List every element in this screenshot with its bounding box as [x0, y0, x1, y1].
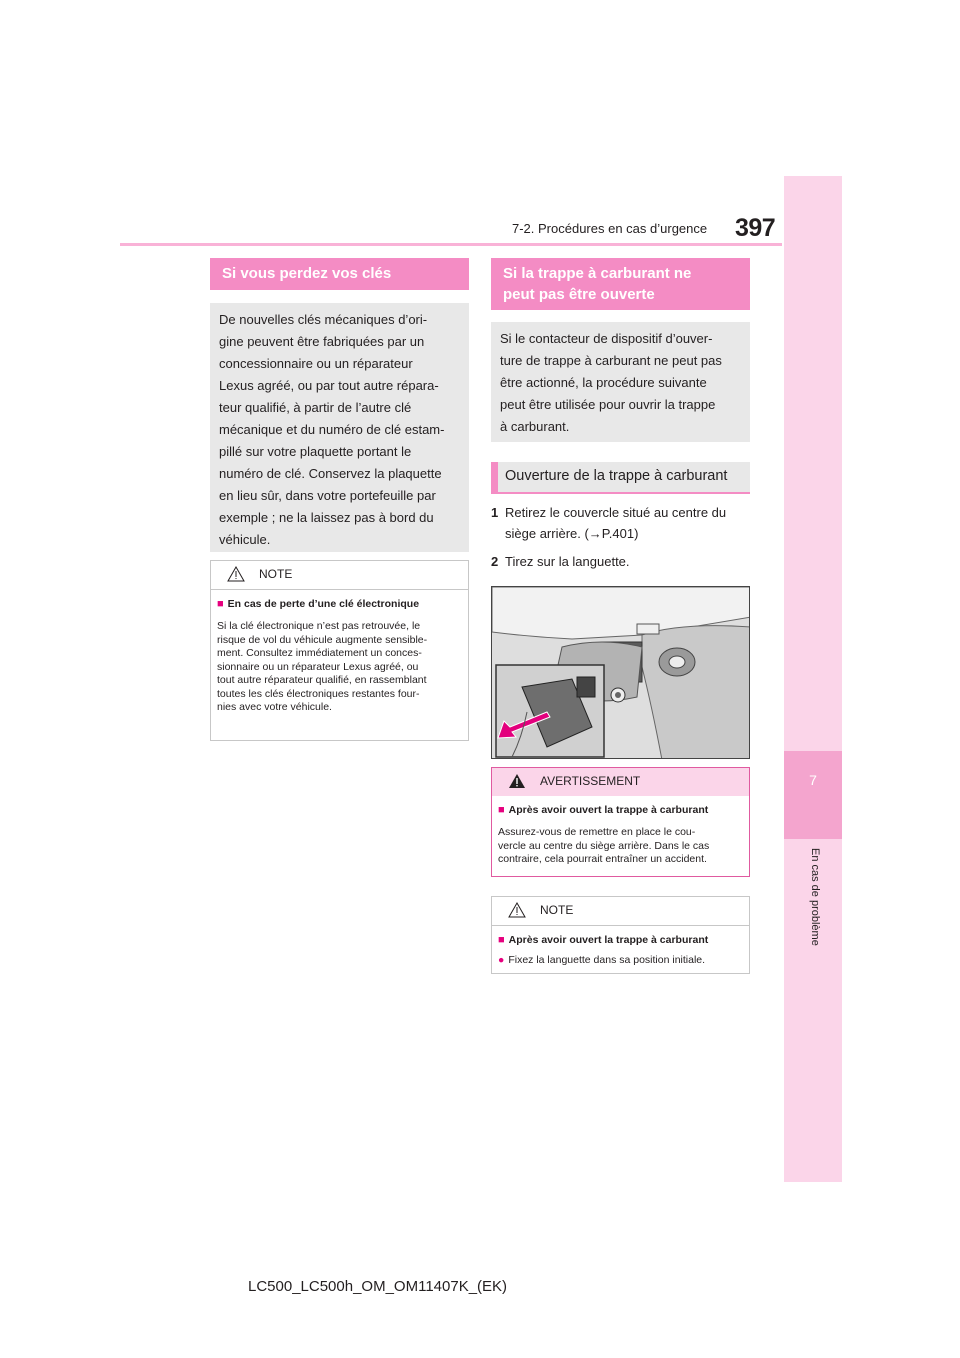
fuel-door-pull-tab-illustration: [491, 586, 750, 759]
note-line: Si la clé électronique n’est pas retrouvée, le: [217, 620, 421, 632]
intro-line: De nouvelles clés mécaniques d’ori-: [219, 312, 428, 327]
fuel-door-subheading: [491, 462, 750, 494]
intro-line: Si le contacteur de dispositif d’ouver-: [500, 331, 713, 346]
intro-line: mécanique et du numéro de clé estam-: [219, 422, 445, 437]
fuel-door-heading-line: peut pas être ouverte: [503, 286, 655, 303]
intro-line: peut être utilisée pour ouvrir la trappe: [500, 397, 716, 412]
step-1: [491, 502, 750, 546]
square-bullet-icon: ■: [217, 598, 224, 610]
step-line: Tirez sur la languette.: [505, 554, 630, 569]
note-bullet-text: Fixez la languette dans sa position initiale.: [508, 954, 706, 966]
warning-triangle-icon: [508, 773, 526, 789]
note-line: nies avec votre véhicule.: [217, 701, 332, 713]
document-code: LC500_LC500h_OM_OM11407K_(EK): [248, 1278, 508, 1295]
intro-line: gine peuvent être fabriquées par un: [219, 334, 425, 349]
intro-line: véhicule.: [219, 532, 271, 547]
square-bullet-icon: ■: [498, 934, 505, 946]
section-title: 7-2. Procédures en cas d’urgence: [512, 221, 708, 236]
note-label: NOTE: [540, 903, 574, 917]
intro-line: teur qualifié, à partir de l’autre clé: [219, 400, 412, 415]
note-line: risque de vol du véhicule augmente sensible-: [217, 633, 428, 646]
lost-keys-heading-text: Si vous perdez vos clés: [222, 265, 392, 282]
note-subheading: [492, 926, 749, 946]
note-header: [211, 561, 468, 590]
note-line: sionnaire ou un réparateur Lexus agréé, ou: [217, 660, 419, 673]
caution-triangle-icon: [508, 902, 526, 918]
step-2: [491, 551, 750, 573]
round-bullet-icon: ●: [498, 954, 505, 966]
fuel-door-note: [491, 896, 750, 974]
step-text: [505, 502, 745, 544]
step-number: 1: [491, 505, 499, 520]
intro-line: concessionnaire ou un réparateur: [219, 356, 413, 371]
note-bullet-item: [492, 946, 749, 966]
square-bullet-icon: ■: [498, 804, 505, 816]
fuel-door-subheading-text: Ouverture de la trappe à carburant: [505, 468, 728, 484]
warning-header: [492, 768, 749, 796]
warning-body: [492, 816, 749, 875]
step-line: Retirez le couvercle situé au centre du: [505, 505, 727, 520]
fuel-door-warning: [491, 767, 750, 877]
intro-line: à carburant.: [500, 419, 570, 434]
fuel-door-intro: [491, 322, 750, 442]
step-number: 2: [491, 554, 499, 569]
fuel-door-heading: [491, 258, 750, 310]
warning-line: contraire, cela pourrait entraîner un accident.: [498, 853, 707, 865]
intro-line: exemple ; ne la laissez pas à bord du: [219, 510, 434, 525]
lost-keys-intro: [210, 303, 469, 552]
intro-line: être actionné, la procédure suivante: [500, 375, 707, 390]
note-subheading: [211, 590, 468, 610]
note-line: tout autre réparateur qualifié, en rassemblant: [217, 674, 427, 686]
step-text: [505, 551, 745, 572]
chapter-number: 7: [809, 772, 817, 788]
lost-key-note: [210, 560, 469, 741]
caution-triangle-icon: [227, 566, 245, 582]
intro-line: Lexus agréé, ou par tout autre répara-: [219, 378, 439, 393]
note-line: toutes les clés électroniques restantes four-: [217, 687, 420, 700]
page-number: 397: [735, 214, 776, 242]
note-subheading-text: Après avoir ouvert la trappe à carburant: [508, 934, 709, 946]
intro-line: numéro de clé. Conservez la plaquette: [219, 466, 442, 481]
fuel-door-heading-line: Si la trappe à carburant ne: [503, 265, 692, 282]
warning-subheading: [492, 796, 749, 816]
warning-subheading-text: Après avoir ouvert la trappe à carburant: [508, 804, 709, 816]
header-divider: [120, 243, 782, 246]
chapter-tab-marker: [784, 751, 842, 839]
chapter-side-tab: [784, 176, 842, 1182]
step-line: siège arrière. (→P.401): [505, 526, 639, 541]
warning-line: vercle au centre du siège arrière. Dans le cas: [498, 839, 710, 852]
chapter-title-text: En cas de problème: [809, 848, 821, 946]
illustration-drawing: [492, 587, 750, 759]
intro-line: pillé sur votre plaquette portant le: [219, 444, 412, 459]
intro-line: en lieu sûr, dans votre portefeuille par: [219, 488, 436, 503]
note-header: [492, 897, 749, 926]
chapter-title: [808, 848, 822, 944]
warning-line: Assurez-vous de remettre en place le cou-: [498, 826, 696, 838]
warning-label: AVERTISSEMENT: [540, 774, 641, 788]
note-body: [211, 610, 468, 723]
note-line: ment. Consultez immédiatement un conces-: [217, 647, 422, 659]
note-label: NOTE: [259, 567, 293, 581]
lost-keys-heading: [210, 258, 469, 290]
note-subheading-text: En cas de perte d’une clé électronique: [227, 598, 420, 610]
intro-line: ture de trappe à carburant ne peut pas: [500, 353, 722, 368]
